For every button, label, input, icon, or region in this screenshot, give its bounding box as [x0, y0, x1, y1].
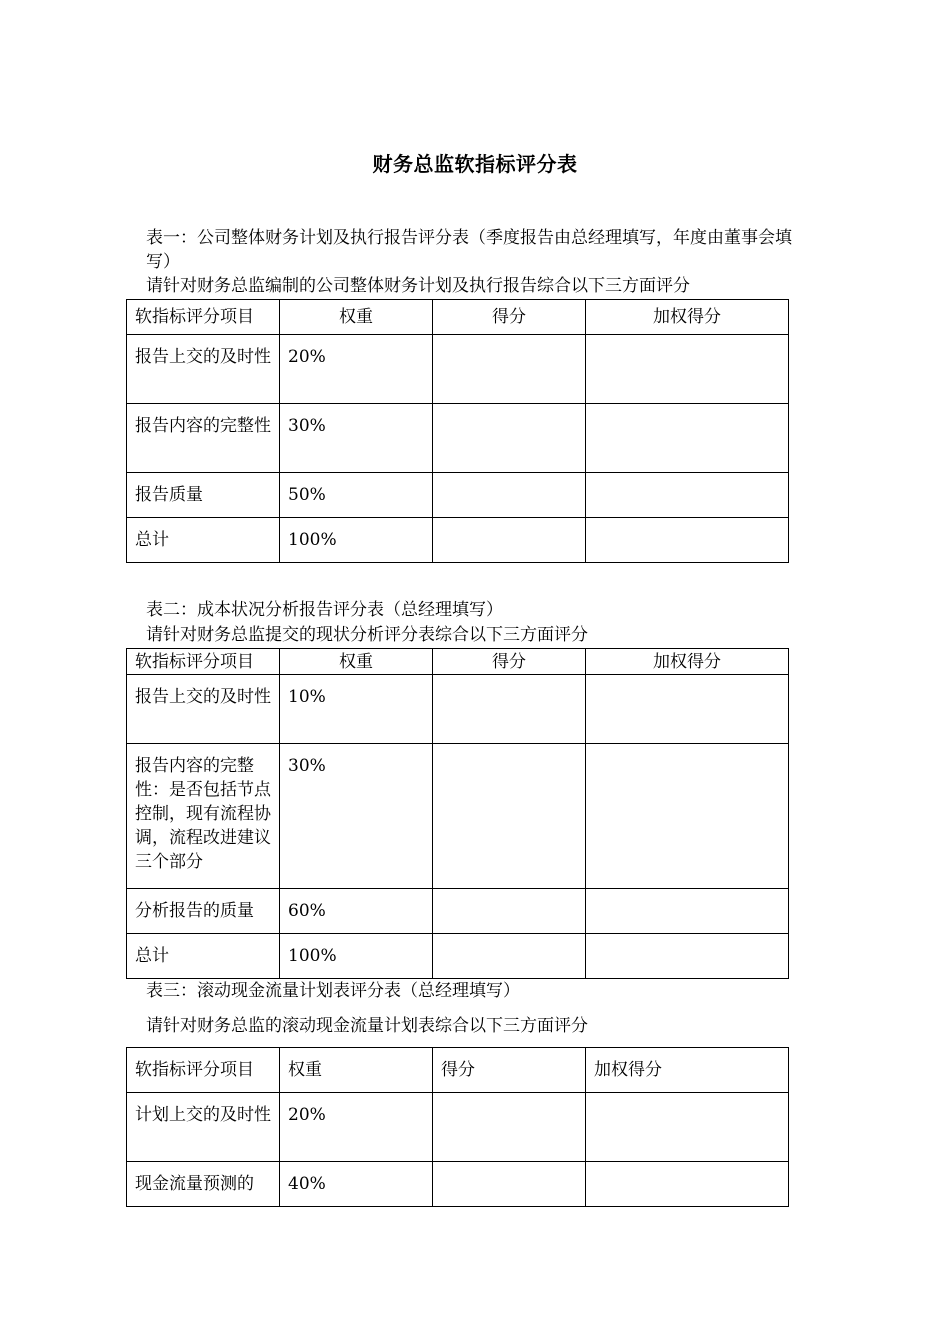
score-cell[interactable] [433, 404, 586, 473]
item-cell: 现金流量预测的 [127, 1162, 280, 1207]
score-cell[interactable] [433, 1162, 586, 1207]
table-row [127, 1093, 789, 1162]
header-item: 软指标评分项目 [127, 1048, 280, 1093]
header-score: 得分 [433, 1048, 586, 1093]
header-weight: 权重 [280, 649, 433, 675]
weighted-score-cell[interactable] [586, 335, 789, 404]
table2-heading: 表二：成本状况分析报告评分表（总经理填写） [146, 600, 503, 620]
header-item: 软指标评分项目 [127, 300, 280, 335]
table2-header-row [127, 649, 789, 675]
score-cell[interactable] [433, 518, 586, 563]
item-cell: 报告质量 [127, 473, 280, 518]
table3-heading: 表三：滚动现金流量计划表评分表（总经理填写） [146, 981, 520, 1001]
weight-cell: 30% [280, 404, 433, 473]
score-cell[interactable] [433, 889, 586, 934]
header-weighted-score: 加权得分 [586, 1048, 789, 1093]
header-weighted-score: 加权得分 [586, 300, 789, 335]
item-cell: 报告内容的完整性 [127, 404, 280, 473]
table1-heading: 表一：公司整体财务计划及执行报告评分表（季度报告由总经理填写，年度由董事会填写） [146, 228, 792, 272]
table2-instruction: 请针对财务总监提交的现状分析评分表综合以下三方面评分 [146, 625, 588, 645]
score-cell[interactable] [433, 473, 586, 518]
header-score: 得分 [433, 300, 586, 335]
score-cell[interactable] [433, 934, 586, 979]
table1-header-row [127, 300, 789, 335]
page-title: 财务总监软指标评分表 [372, 152, 578, 176]
item-cell: 报告上交的及时性 [127, 675, 280, 744]
weighted-score-cell[interactable] [586, 518, 789, 563]
item-cell: 总计 [127, 934, 280, 979]
table2 [126, 648, 789, 979]
score-cell[interactable] [433, 1093, 586, 1162]
weighted-score-cell[interactable] [586, 404, 789, 473]
score-cell[interactable] [433, 675, 586, 744]
weight-cell: 100% [280, 934, 433, 979]
table-row [127, 404, 789, 473]
table3 [126, 1047, 789, 1207]
header-weighted-score: 加权得分 [586, 649, 789, 675]
weight-cell: 30% [280, 744, 433, 889]
score-cell[interactable] [433, 335, 586, 404]
weight-cell: 40% [280, 1162, 433, 1207]
table-row [127, 518, 789, 563]
weighted-score-cell[interactable] [586, 675, 789, 744]
table-row [127, 934, 789, 979]
item-cell: 报告上交的及时性 [127, 335, 280, 404]
item-cell: 总计 [127, 518, 280, 563]
item-cell: 报告内容的完整性：是否包括节点控制，现有流程协调，流程改进建议三个部分 [127, 744, 280, 889]
item-cell: 分析报告的质量 [127, 889, 280, 934]
table1 [126, 299, 789, 563]
table-row [127, 744, 789, 889]
table-row [127, 1162, 789, 1207]
weighted-score-cell[interactable] [586, 1162, 789, 1207]
weight-cell: 60% [280, 889, 433, 934]
weighted-score-cell[interactable] [586, 934, 789, 979]
table-row [127, 889, 789, 934]
table-row [127, 473, 789, 518]
table3-header-row [127, 1048, 789, 1093]
weighted-score-cell[interactable] [586, 1093, 789, 1162]
header-score: 得分 [433, 649, 586, 675]
header-weight: 权重 [280, 300, 433, 335]
table-row [127, 335, 789, 404]
weight-cell: 100% [280, 518, 433, 563]
weighted-score-cell[interactable] [586, 889, 789, 934]
weight-cell: 50% [280, 473, 433, 518]
header-weight: 权重 [280, 1048, 433, 1093]
header-item: 软指标评分项目 [127, 649, 280, 675]
weighted-score-cell[interactable] [586, 744, 789, 889]
weight-cell: 10% [280, 675, 433, 744]
weighted-score-cell[interactable] [586, 473, 789, 518]
weight-cell: 20% [280, 1093, 433, 1162]
weight-cell: 20% [280, 335, 433, 404]
score-cell[interactable] [433, 744, 586, 889]
table1-instruction: 请针对财务总监编制的公司整体财务计划及执行报告综合以下三方面评分 [146, 276, 690, 296]
table-row [127, 675, 789, 744]
item-cell: 计划上交的及时性 [127, 1093, 280, 1162]
table3-instruction: 请针对财务总监的滚动现金流量计划表综合以下三方面评分 [146, 1016, 588, 1036]
